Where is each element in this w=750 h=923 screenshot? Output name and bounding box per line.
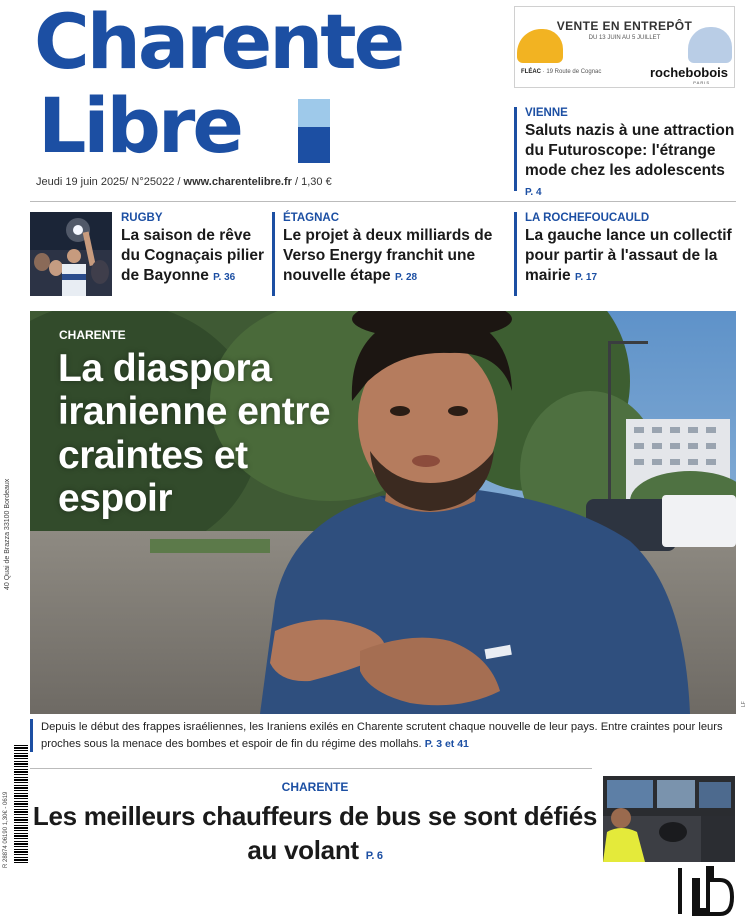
issue-date: Jeudi 19 juin 2025 — [36, 176, 126, 188]
ld-logo-icon — [672, 866, 734, 916]
ad-title: VENTE EN ENTREPÔT — [556, 19, 693, 33]
ad-dates: DU 13 JUIN AU 5 JUILLET — [588, 35, 661, 41]
rugby-thumbnail[interactable] — [30, 212, 112, 296]
teaser-la-rochefoucauld[interactable] — [514, 212, 736, 296]
teaser-kicker: LA ROCHEFOUCAULD — [525, 212, 650, 224]
ad-location — [521, 69, 601, 75]
masthead-line-1: Charente — [34, 0, 403, 86]
website-link[interactable]: www.charentelibre.fr — [183, 176, 292, 188]
bottom-page: P. 6 — [365, 849, 383, 862]
ad-brand: rochebobois — [649, 65, 728, 80]
teaser-etagnac[interactable] — [272, 212, 500, 296]
teaser-kicker: ÉTAGNAC — [283, 212, 340, 224]
lead-headline: La diaspora iranienne entre craintes et espoir — [58, 347, 331, 520]
teaser-page: P. 4 — [525, 187, 542, 199]
issue-price: 1,30 € — [301, 176, 332, 188]
bottom-headline[interactable] — [30, 800, 600, 868]
issue-number: N°25022 — [131, 176, 175, 188]
teaser-headline-text: Saluts nazis à une attraction du Futuroscope: l'étrange mode chez les adolescents — [525, 121, 735, 180]
ad-location-address: · 19 Route de Cognac — [541, 69, 602, 75]
bottom-kicker: CHARENTE — [281, 780, 349, 794]
teaser-kicker: RUGBY — [121, 212, 163, 224]
teaser-vienne[interactable] — [514, 107, 736, 199]
dateline: Jeudi 19 juin 2025/ N°25022 / www.charentelibre.fr / 1,30 € — [36, 176, 332, 188]
teaser-headline-text: La saison de rêve du Cognaçais pilier de Bayonne — [121, 226, 264, 285]
teaser-kicker: VIENNE — [525, 107, 568, 119]
advertisement[interactable] — [514, 6, 735, 88]
teaser-headline-text: Le projet à deux milliards de Verso Energy franchit une nouvelle étape — [283, 226, 493, 285]
teaser-headline — [283, 226, 500, 286]
bus-thumbnail[interactable] — [603, 776, 735, 862]
teaser-rugby[interactable] — [112, 212, 264, 296]
lead-caption-text: Depuis le début des frappes israéliennes, les Iraniens exilés en Charente scrutent chaque nouvelle de leur pays. Entre craintes pour leurs proches sous la menace des bombes et espoir de fin du régime des mollahs. — [41, 721, 723, 750]
divider — [30, 201, 736, 202]
teaser-page: P. 28 — [395, 272, 418, 284]
barcode-icon — [14, 745, 28, 863]
lead-photo[interactable] — [30, 311, 736, 714]
divider — [30, 768, 592, 769]
photo-credit: LF — [741, 701, 747, 707]
publisher-address: 40 Quai de Brazza 33100 Bordeaux — [4, 478, 11, 590]
bottom-headline-text: Les meilleurs chauffeurs de bus se sont défiés au volant — [32, 801, 598, 865]
masthead-line-2: Libre — [38, 81, 241, 170]
teaser-page: P. 17 — [574, 272, 598, 284]
teaser-headline — [121, 226, 264, 286]
teaser-page: P. 36 — [213, 272, 236, 284]
teaser-headline — [525, 121, 736, 202]
teaser-headline — [525, 226, 736, 286]
ad-location-city: FLÉAC — [521, 69, 541, 75]
teaser-headline-text: La gauche lance un collectif pour partir à l'assaut de la mairie — [525, 226, 732, 285]
lead-kicker: CHARENTE — [59, 328, 126, 342]
ad-brand-tag: PARIS — [693, 80, 710, 85]
lead-caption — [30, 719, 736, 752]
masthead-square-icon — [298, 99, 330, 163]
lead-page: P. 3 et 41 — [424, 737, 469, 750]
barcode-text: R 28874 06190 1,30€ - 0619 — [3, 791, 9, 868]
